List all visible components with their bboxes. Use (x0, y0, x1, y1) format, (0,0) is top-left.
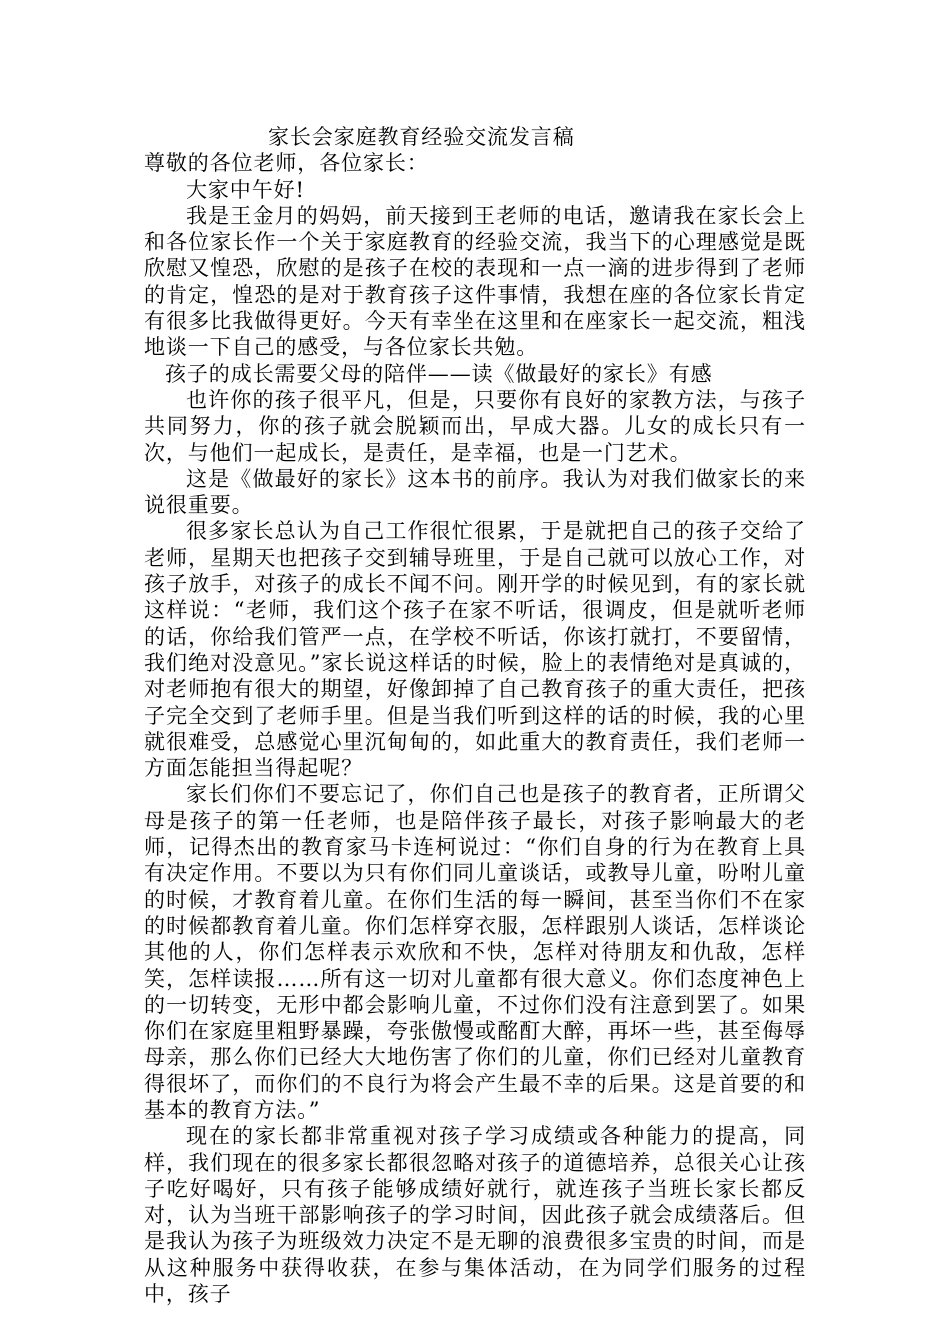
document-body (144, 124, 806, 1307)
document-title: 家长会家庭教育经验交流发言稿 (268, 125, 575, 149)
paragraph-preface-note: 这是《做最好的家长》这本书的前序。我认为对我们做家长的来说很重要。 (144, 466, 806, 518)
paragraph-makarenko-quote: 家长们你们不要忘记了，你们自己也是孩子的教育者，正所谓父母是孩子的第一任老师，也是陪伴孩子最长，对孩子影响最大的老师，记得杰出的教育家马卡连柯说过：“你们自身的行为在教育上具有决定作用。不要以为只有你们同儿童谈话，或教导儿童，吩咐儿童的时候，才教育着儿童。在你们生活的每一瞬间，甚至当你们不在家的时候都教育着儿童。你们怎样穿衣服，怎样跟别人谈话，怎样谈论其他的人，你们怎样表示欢欣和不快，怎样对待朋友和仇敌，怎样笑，怎样读报……所有这一切对儿童都有很大意义。你们态度神色上的一切转变，无形中都会影响儿童，不过你们没有注意到罢了。如果你们在家庭里粗野暴躁，夸张傲慢或酩酊大醉，再坏一些，甚至侮辱母亲，那么你们已经大大地伤害了你们的儿童，你们已经对儿童教育得很坏了，而你们的不良行为将会产生最不幸的后果。这是首要的和基本的教育方法。” (144, 782, 806, 1122)
paragraph-intro: 我是王金月的妈妈，前天接到王老师的电话，邀请我在家长会上和各位家长作一个关于家庭教育的经验交流，我当下的心理感觉是既欣慰又惶恐，欣慰的是孩子在校的表现和一点一滴的进步得到了老师的肯定，惶恐的是对于教育孩子这件事情，我想在座的各位家长肯定有很多比我做得更好。今天有幸坐在这里和在座家长一起交流，粗浅地谈一下自己的感受，与各位家长共勉。 (144, 203, 806, 360)
salutation: 尊敬的各位老师，各位家长： (144, 151, 429, 176)
paragraph-moral-education: 现在的家长都非常重视对孩子学习成绩或各种能力的提高，同样，我们现在的很多家长都很忽略对孩子的道德培养，总很关心让孩子吃好喝好，只有孩子能够成绩好就行，就连孩子当班长家长都反对，认为当班干部影响孩子的学习时间，因此孩子就会成绩落后。但是我认为孩子为班级效力决定不是无聊的浪费很多宝贵的时间，而是从这种服务中获得收获，在参与集体活动，在为同学们服务的过程中，孩子 (144, 1124, 806, 1307)
section-heading: 孩子的成长需要父母的陪伴——读《做最好的家长》有感 (165, 361, 713, 386)
greeting: 大家中午好! (186, 177, 305, 202)
paragraph-book-quote: 也许你的孩子很平凡，但是，只要你有良好的家教方法，与孩子共同努力，你的孩子就会脱颖而出，早成大器。儿女的成长只有一次，与他们一起成长，是责任，是幸福，也是一门艺术。 (144, 387, 806, 465)
paragraph-busy-parents: 很多家长总认为自己工作很忙很累，于是就把自己的孩子交给了老师，星期天也把孩子交到辅导班里，于是自己就可以放心工作，对孩子放手，对孩子的成长不闻不问。刚开学的时候见到，有的家长就这样说：“老师，我们这个孩子在家不听话，很调皮，但是就听老师的话，你给我们管严一点，在学校不听话，你该打就打，不要留情，我们绝对没意见。”家长说这样话的时候，脸上的表情绝对是真诚的，对老师抱有很大的期望，好像卸掉了自己教育孩子的重大责任，把孩子完全交到了老师手里。但是当我们听到这样的话的时候，我的心里就很难受，总感觉心里沉甸甸的，如此重大的教育责任，我们老师一方面怎能担当得起呢？ (144, 519, 806, 781)
